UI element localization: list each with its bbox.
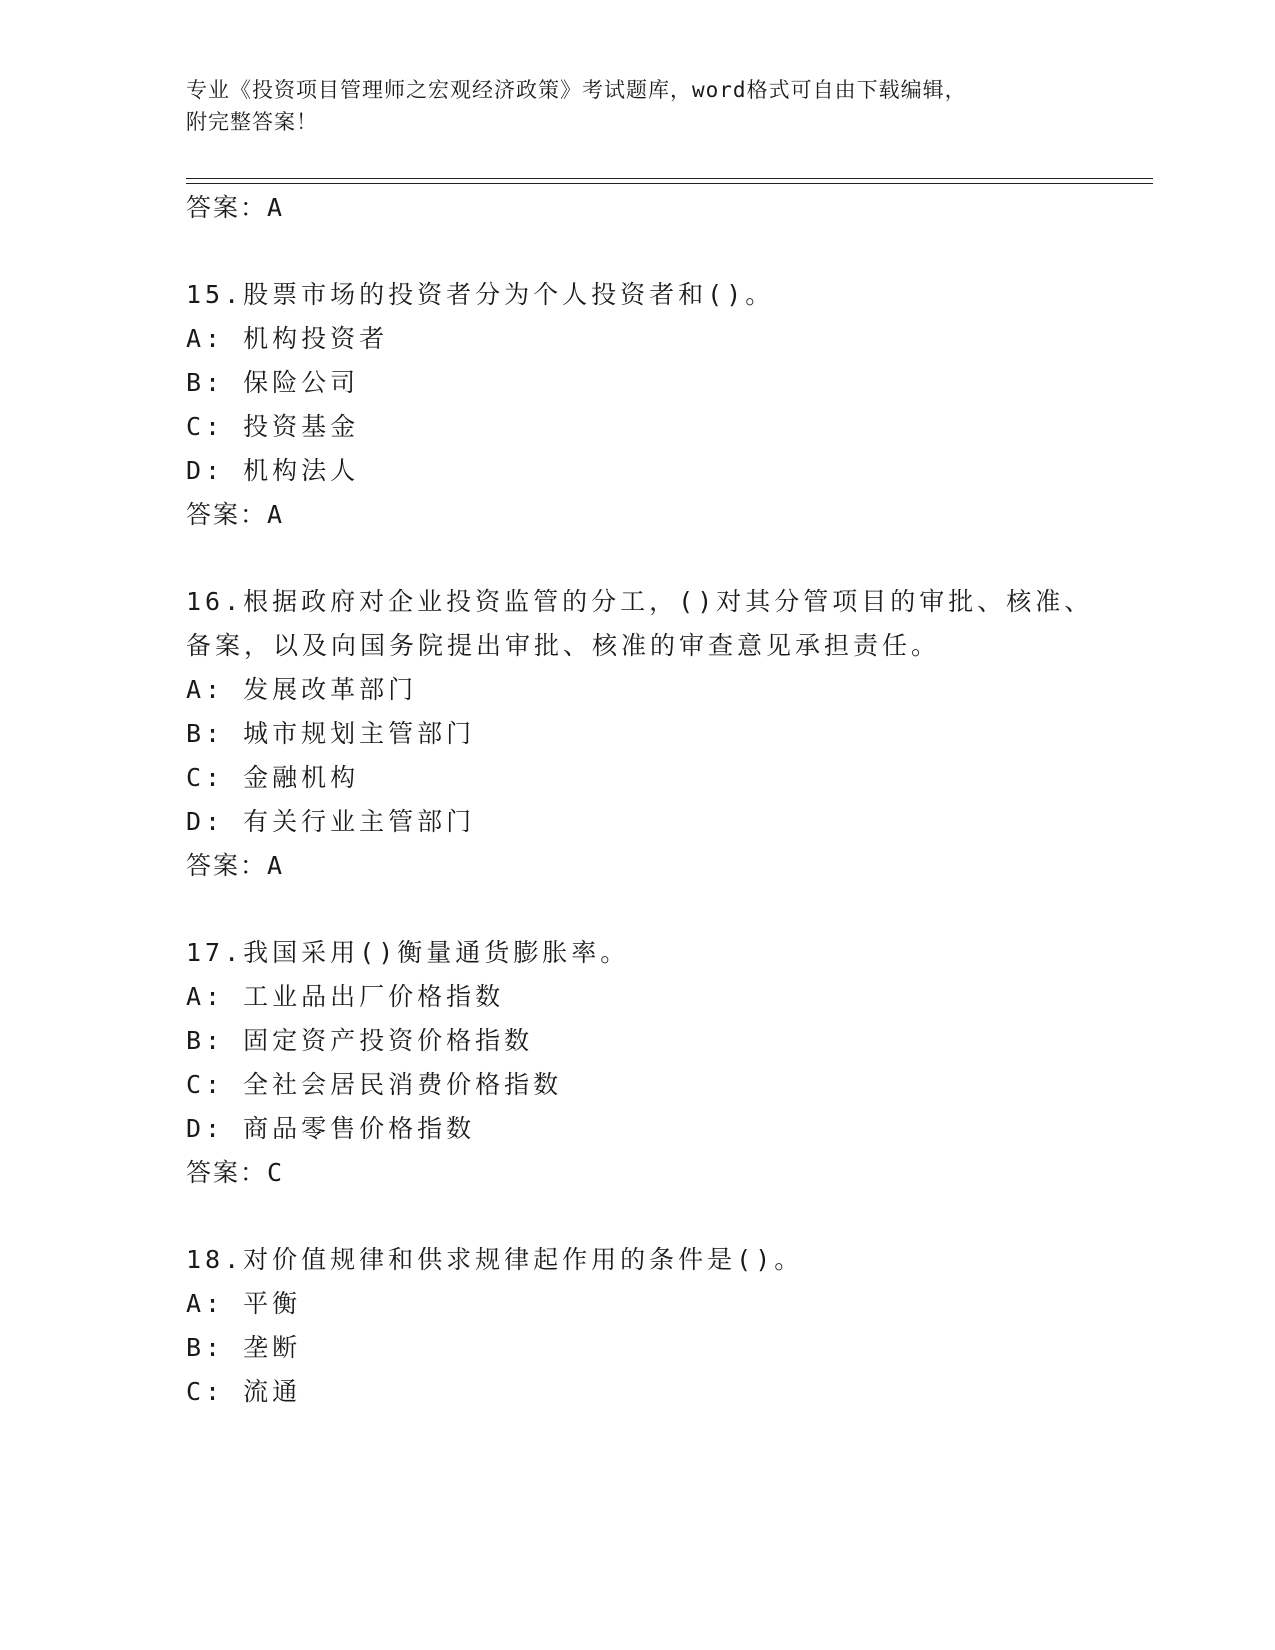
option-15-a: A: 机构投资者	[186, 324, 389, 353]
question-stem-15: 15.股票市场的投资者分为个人投资者和()。	[186, 280, 775, 309]
option-15-b: B: 保险公司	[186, 368, 360, 397]
answer-line-16	[186, 849, 283, 883]
answer-label: 答案：	[186, 500, 268, 529]
option-18-a: A: 平衡	[186, 1289, 302, 1318]
header-rule-bottom	[186, 183, 1153, 184]
option-18-c: C: 流通	[186, 1377, 302, 1406]
option-15-c: C: 投资基金	[186, 412, 360, 441]
answer-value: A	[267, 851, 284, 880]
question-stem-16-line-1: 16.根据政府对企业投资监管的分工，()对其分管项目的审批、核准、	[186, 587, 1094, 616]
option-17-b: B: 固定资产投资价格指数	[186, 1026, 534, 1055]
option-16-a: A: 发展改革部门	[186, 675, 418, 704]
option-17-d: D: 商品零售价格指数	[186, 1114, 476, 1143]
option-15-d: D: 机构法人	[186, 456, 360, 485]
answer-line-15	[186, 498, 283, 532]
answer-value: A	[267, 500, 284, 529]
question-stem-18: 18.对价值规律和供求规律起作用的条件是()。	[186, 1245, 804, 1274]
header-rule-top	[186, 178, 1153, 179]
option-18-b: B: 垄断	[186, 1333, 302, 1362]
answer-value: A	[267, 193, 284, 222]
document-header	[186, 74, 1086, 138]
option-16-d: D: 有关行业主管部门	[186, 807, 476, 836]
option-16-c: C: 金融机构	[186, 763, 360, 792]
option-16-b: B: 城市规划主管部门	[186, 719, 476, 748]
answer-value: C	[267, 1158, 284, 1187]
answer-label: 答案：	[186, 1158, 268, 1187]
answer-line-17	[186, 1156, 283, 1190]
answer-label: 答案：	[186, 193, 268, 222]
header-line-1: 专业《投资项目管理师之宏观经济政策》考试题库，word格式可自由下载编辑，	[186, 78, 967, 102]
question-stem-17: 17.我国采用()衡量通货膨胀率。	[186, 938, 630, 967]
answer-line-14	[186, 191, 283, 225]
header-line-2: 附完整答案！	[186, 110, 318, 134]
answer-label: 答案：	[186, 851, 268, 880]
option-17-c: C: 全社会居民消费价格指数	[186, 1070, 563, 1099]
option-17-a: A: 工业品出厂价格指数	[186, 982, 505, 1011]
question-stem-16-line-2: 备案，以及向国务院提出审批、核准的审查意见承担责任。	[186, 631, 941, 660]
